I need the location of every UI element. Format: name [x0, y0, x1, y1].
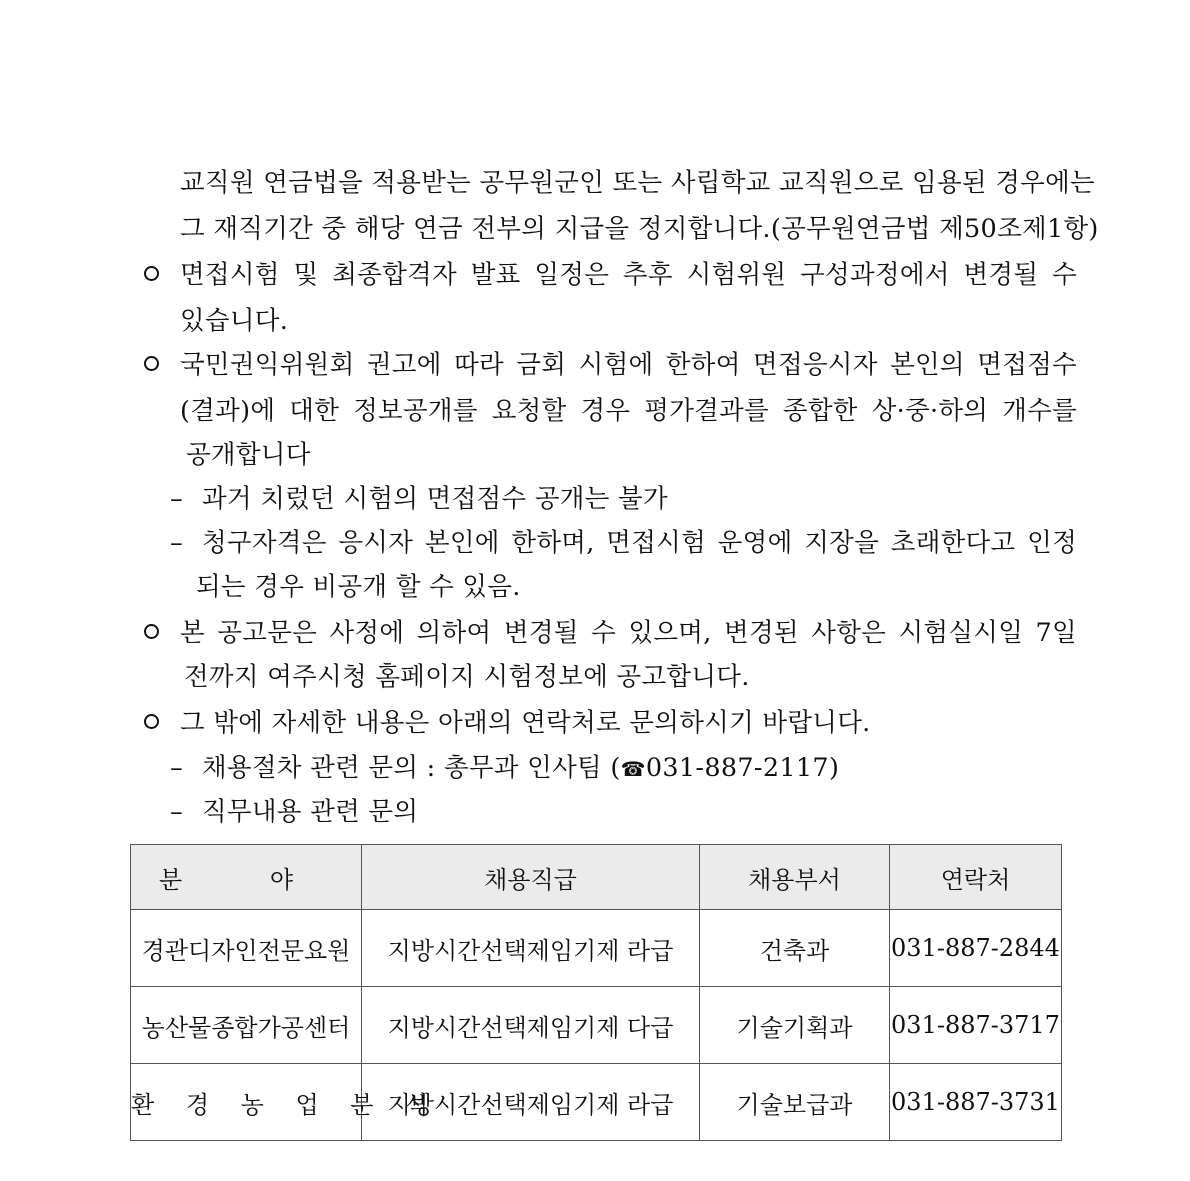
- contact-suffix: ): [828, 753, 840, 783]
- notice-line: 면접시험 및 최종합격자 발표 일정은 추후 시험위원 구성과정에서 변경될 수: [180, 260, 1077, 290]
- dash-bullet: –: [170, 797, 183, 827]
- cell-field: 경관디자인전문요원: [131, 910, 362, 987]
- sub-item-line: 청구자격은 응시자 본인에 한하며, 면접시험 운영에 지장을 초래한다고 인정: [202, 528, 1077, 558]
- dash-bullet: –: [170, 528, 183, 558]
- sub-item-line: 과거 치렀던 시험의 면접점수 공개는 불가: [202, 484, 668, 514]
- dash-bullet: –: [170, 484, 183, 514]
- cell-position: 지방시간선택제임기제 라급: [362, 910, 700, 987]
- paragraph-line: 그 재직기간 중 해당 연금 전부의 지급을 정지합니다.(공무원연금법 제50조제1항): [180, 214, 1099, 244]
- header-contact: 연락처: [890, 845, 1062, 910]
- table-row: [131, 1064, 1062, 1141]
- circle-bullet-icon: [144, 266, 159, 281]
- table-row: [131, 910, 1062, 987]
- cell-field: 농산물종합가공센터: [131, 987, 362, 1064]
- contact-phone: 031-887-2117: [645, 753, 829, 783]
- notice-line: 그 밖에 자세한 내용은 아래의 연락처로 문의하시기 바랍니다.: [180, 708, 871, 738]
- notice-line: 공개합니다: [186, 440, 311, 470]
- circle-bullet-icon: [144, 714, 159, 729]
- notice-line: 전까지 여주시청 홈페이지 시험정보에 공고합니다.: [184, 662, 750, 692]
- cell-contact: 031-887-3731: [890, 1064, 1062, 1141]
- contact-line: [202, 751, 839, 785]
- cell-department: 기술기획과: [700, 987, 890, 1064]
- header-position: 채용직급: [362, 845, 700, 910]
- paragraph-line: 교직원 연금법을 적용받는 공무원군인 또는 사립학교 교직원으로 임용된 경우에는: [180, 168, 1095, 198]
- table-header-row: [131, 845, 1062, 910]
- notice-line: 국민권익위원회 권고에 따라 금회 시험에 한하여 면접응시자 본인의 면접점수: [180, 350, 1077, 380]
- sub-item-line: 되는 경우 비공개 할 수 있음.: [196, 572, 521, 602]
- cell-position: 지방시간선택제임기제 다급: [362, 987, 700, 1064]
- contact-prefix: 채용절차 관련 문의 : 총무과 인사팀 (: [202, 753, 621, 783]
- circle-bullet-icon: [144, 624, 159, 639]
- notice-line: 있습니다.: [180, 306, 289, 336]
- cell-position: 지방시간선택제임기제 라급: [362, 1064, 700, 1141]
- cell-field: 환 경 농 업 분 석: [131, 1064, 362, 1141]
- dash-bullet: –: [170, 753, 183, 783]
- cell-contact: 031-887-3717: [890, 987, 1062, 1064]
- circle-bullet-icon: [144, 356, 159, 371]
- cell-contact: 031-887-2844: [890, 910, 1062, 987]
- table-row: [131, 987, 1062, 1064]
- job-contact-table: [130, 844, 1062, 1141]
- notice-line: (결과)에 대한 정보공개를 요청할 경우 평가결과를 종합한 상·중·하의 개수를: [180, 396, 1077, 426]
- notice-line: 본 공고문은 사정에 의하여 변경될 수 있으며, 변경된 사항은 시험실시일 7일: [180, 618, 1077, 648]
- header-field: 분 야: [131, 845, 362, 910]
- telephone-icon: ☎: [620, 757, 646, 781]
- contact-line: 직무내용 관련 문의: [202, 797, 419, 827]
- cell-department: 건축과: [700, 910, 890, 987]
- header-department: 채용부서: [700, 845, 890, 910]
- cell-department: 기술보급과: [700, 1064, 890, 1141]
